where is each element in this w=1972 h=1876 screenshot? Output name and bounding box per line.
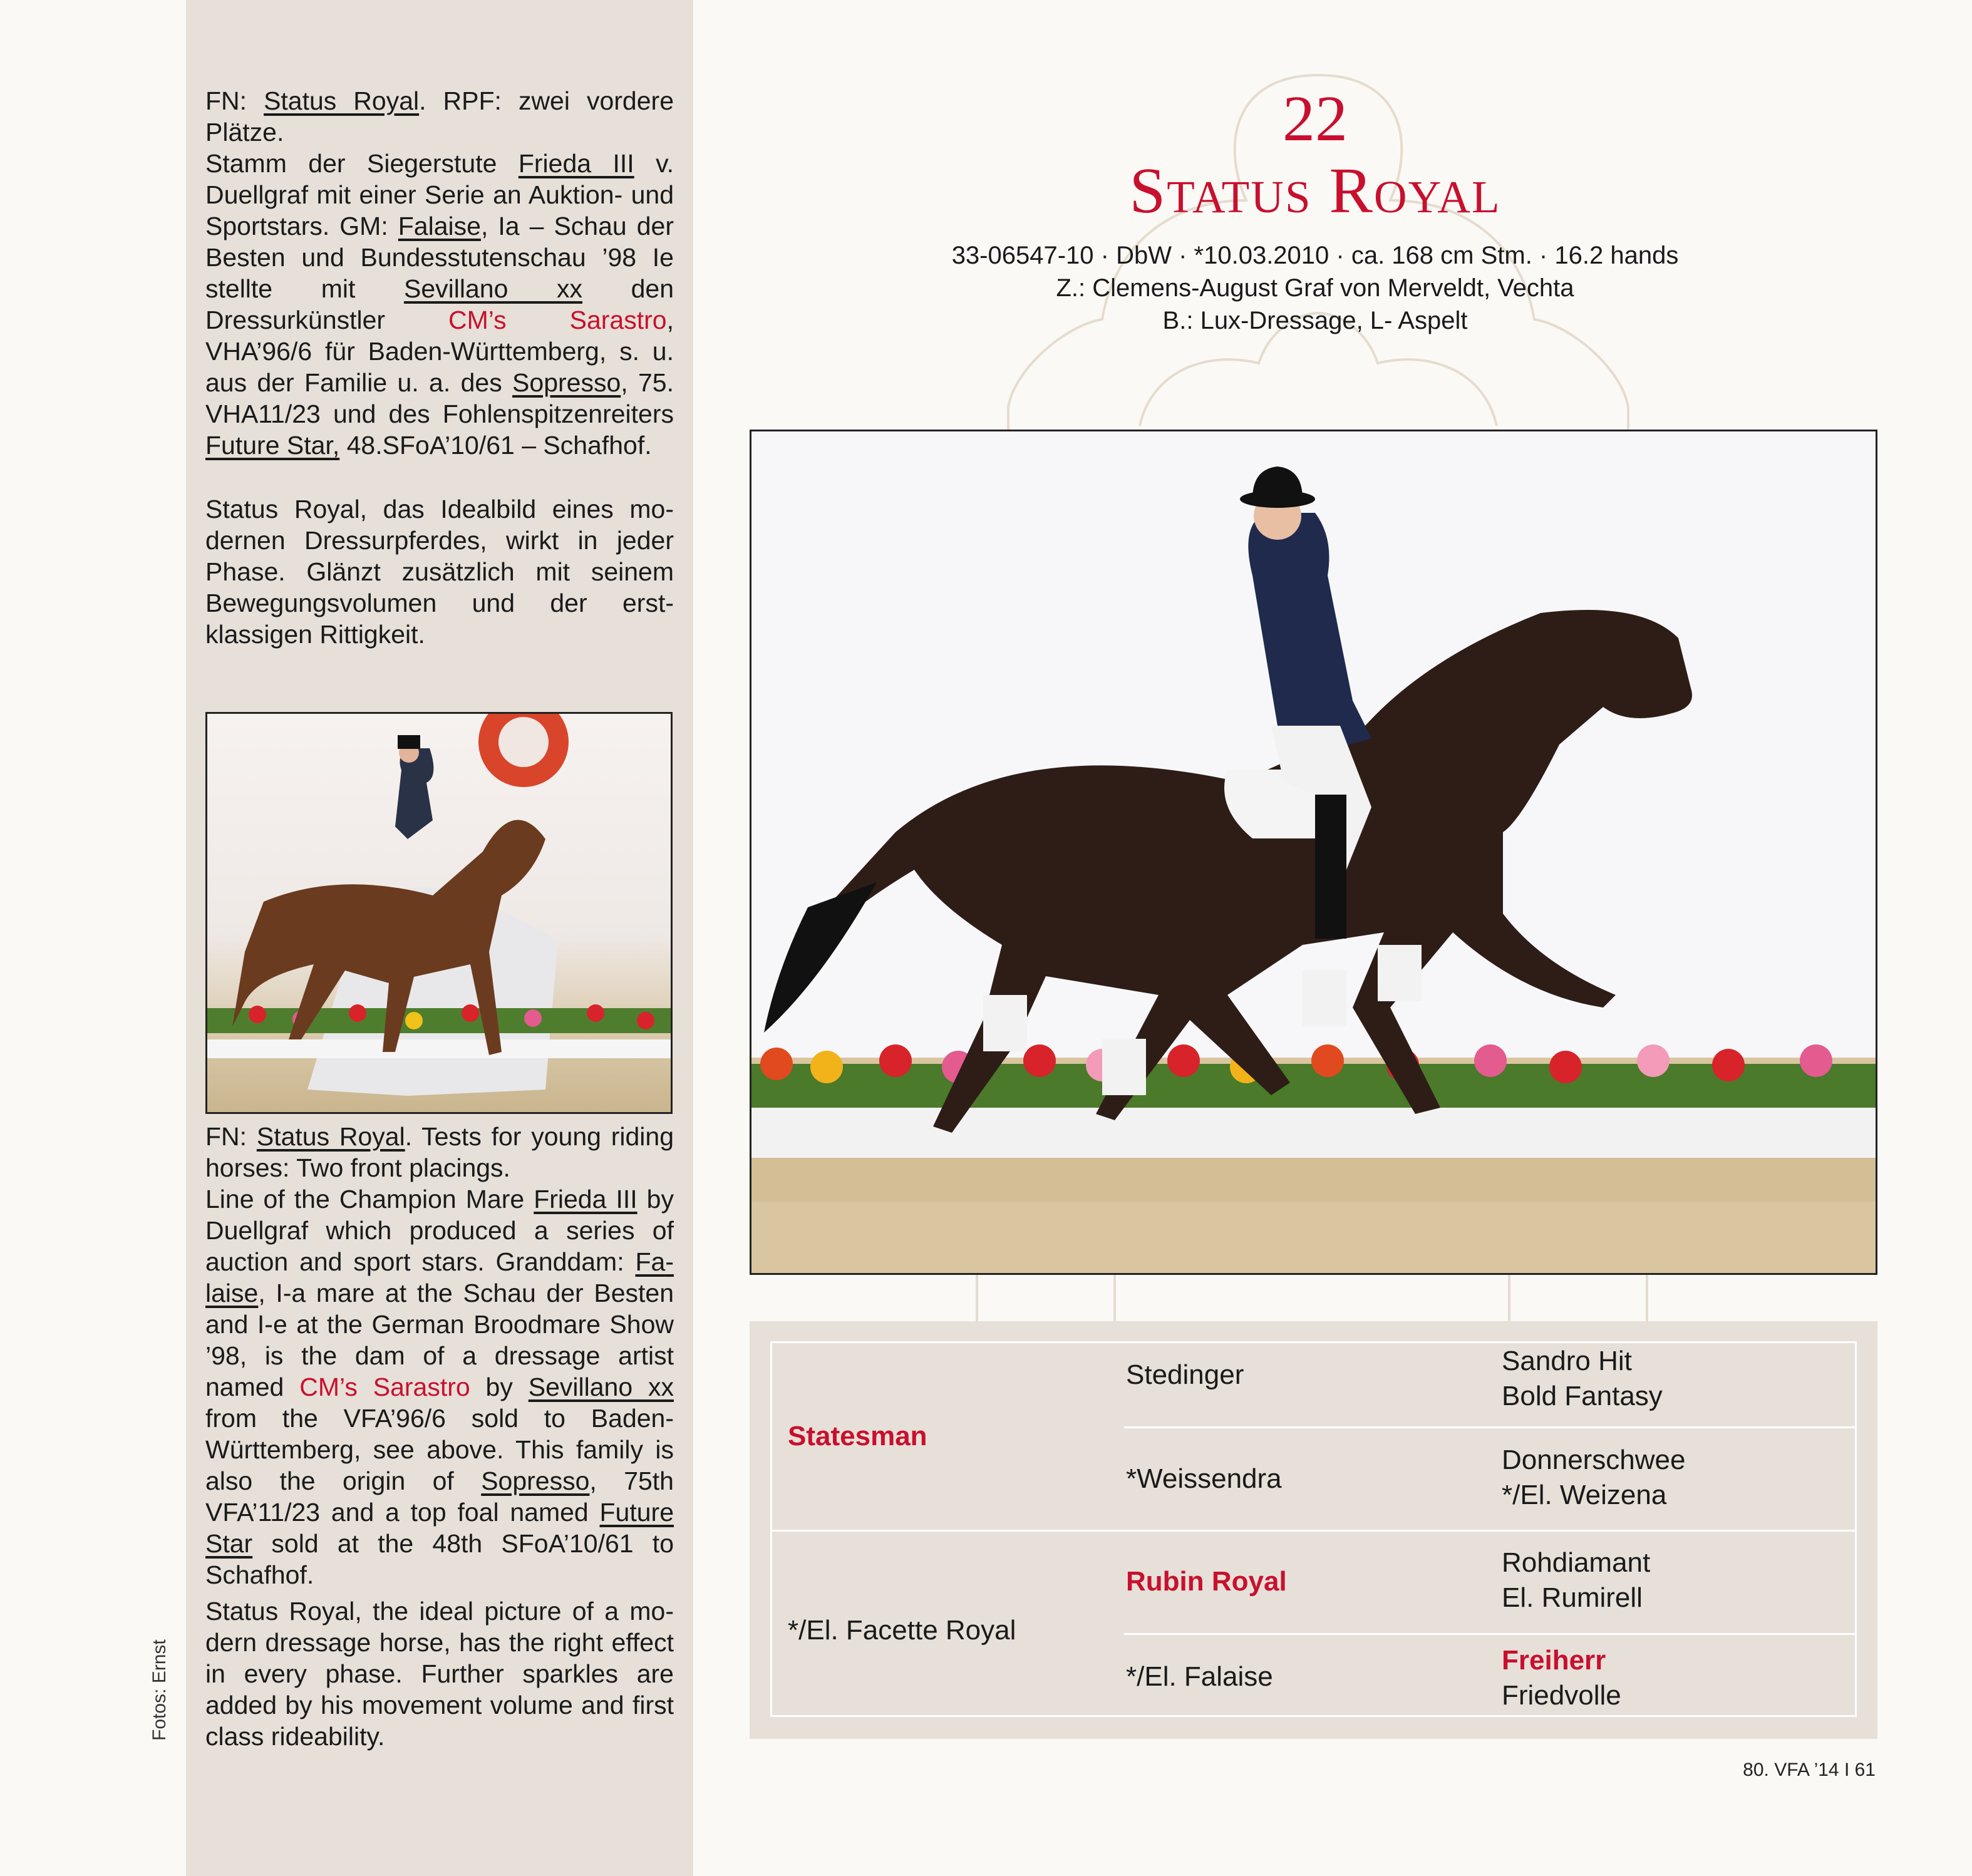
leg-wrap <box>983 995 1027 1051</box>
pedigree-divider <box>1124 1426 1857 1428</box>
lot-number: 22 <box>1283 83 1348 155</box>
german-paragraph: Status Royal, das Idealbild eines modernen Dressurpferdes, wirkt in jeder Phase. Glänzt zusätzlich mit seinem Bewegungsvolumen und der erstklassigen Rittigkeit. <box>205 495 674 649</box>
pedigree-ggen: Rohdiamant <box>1502 1547 1651 1578</box>
main-photo-illustration <box>751 431 1876 1273</box>
banner-shape <box>498 717 549 767</box>
pedigree-ggen: Bold Fantasy <box>1502 1381 1663 1411</box>
pedigree-sire-dam: *Weissendra <box>1126 1463 1282 1494</box>
rider-silhouette <box>395 748 433 839</box>
rider-hat <box>398 735 420 749</box>
main-photo-status-royal <box>750 430 1877 1275</box>
flower-row <box>207 1004 671 1033</box>
pedigree-sire-sire: Stedinger <box>1126 1359 1244 1390</box>
pedigree-ggen: Sandro Hit <box>1502 1346 1632 1376</box>
page-number: 80. VFA ’14 I 61 <box>1743 1760 1876 1780</box>
underlined-name: Status Royal <box>264 86 420 115</box>
underlined-name: Sevillano xx <box>403 274 582 303</box>
breeder-line: Z.: Clemens-August Graf von Merveldt, Vechta <box>1056 274 1574 302</box>
underlined-name: Sevillano xx <box>528 1373 674 1401</box>
horse-name-title: Status Royal <box>1129 155 1501 227</box>
german-text-column <box>205 85 674 650</box>
pedigree-dam-dam: */El. Falaise <box>1126 1661 1273 1692</box>
fence <box>751 1101 1876 1158</box>
inset-photo-dressage <box>205 712 673 1114</box>
underlined-name: Sopresso <box>512 368 621 397</box>
underlined-name: Status Royal <box>256 1122 405 1151</box>
pedigree-divider <box>770 1530 1857 1532</box>
pedigree-divider <box>1124 1633 1857 1635</box>
inset-photo-illustration <box>207 714 671 1112</box>
german-paragraph: FN: Status Royal. RPF: zwei vordere Plätze. <box>205 86 674 147</box>
pedigree-dam-sire: Rubin Royal <box>1126 1566 1287 1597</box>
rider-boot <box>1315 795 1346 939</box>
underlined-name: Frieda III <box>534 1185 638 1214</box>
english-text-column <box>205 1121 674 1752</box>
german-paragraph: Stamm der Siegerstute Frieda III v. Duellgraf mit einer Serie an Auktion- und Sportstars. GM: Falaise, Ia – Schau der Besten und Bundesstutenschau ’98 Ie stellte mit Sevillano xx den Dressurkünstler CM’s Sarastro, VHA’96/6 für Baden-Württemberg, s. u. aus der Familie u. a. des Sopresso, 75. VHA11/23 und des Fohlenspitzenreiters Future Star, 48.SFoA’10/61 – Schafhof. <box>205 149 674 460</box>
photo-credit: Fotos: Ernst <box>149 1639 170 1741</box>
underlined-name: Falaise <box>205 1247 674 1307</box>
underlined-name: Future Star, <box>205 431 340 460</box>
leg-wrap <box>1303 970 1346 1026</box>
fence <box>207 1039 671 1058</box>
leg-wrap <box>1378 945 1422 1001</box>
underlined-name: Sopresso <box>481 1466 590 1495</box>
underlined-name: Future Star <box>205 1498 674 1558</box>
english-paragraph: Status Royal, the ideal picture of a modern dressage horse, has the right effect in every phase. Further sparkles are added by his movement volume and first class rideability. <box>205 1597 674 1751</box>
pedigree-dam: */El. Facette Royal <box>788 1615 1016 1646</box>
pedigree-ggen: Freiherr <box>1502 1645 1606 1676</box>
english-paragraph: FN: Status Royal. Tests for young riding horses: Two front placings. <box>205 1122 674 1182</box>
highlighted-name: CM’s Sarastro <box>448 306 667 334</box>
pedigree-ggen: */El. Weizena <box>1502 1480 1667 1510</box>
owner-line: B.: Lux-Dressage, L- Aspelt <box>1162 307 1468 334</box>
highlighted-name: CM’s Sarastro <box>299 1373 470 1401</box>
pedigree-ggen: Donnerschwee <box>1502 1445 1686 1475</box>
underlined-name: Falaise <box>398 212 481 240</box>
pedigree-frame <box>770 1341 1857 1717</box>
leg-wrap <box>1102 1039 1146 1095</box>
pedigree-ggen: El. Rumirell <box>1502 1582 1643 1613</box>
underlined-name: Frieda III <box>518 149 634 178</box>
pedigree-ggen: Friedvolle <box>1502 1680 1621 1711</box>
pedigree-sire: Statesman <box>788 1421 927 1451</box>
english-paragraph: Line of the Champion Mare Frieda III by Duellgraf which produced a series of auction and sport stars. Granddam: Falaise, I-a mare at the Schau der Besten and I-e at the German Broodmare Show ’98, is the dam of a dressage artist named CM’s Sarastro by Sevillano xx from the VFA’96/6 sold to Baden-Württemberg, see above. This family is also the origin of Sopresso, 75th VFA’11/23 and a top foal named Future Star sold at the 48th SFoA’10/61 to Schafhof. <box>205 1185 674 1589</box>
horse-details: 33-06547-10 · DbW · *10.03.2010 · ca. 168 cm Stm. · 16.2 hands <box>951 242 1679 269</box>
